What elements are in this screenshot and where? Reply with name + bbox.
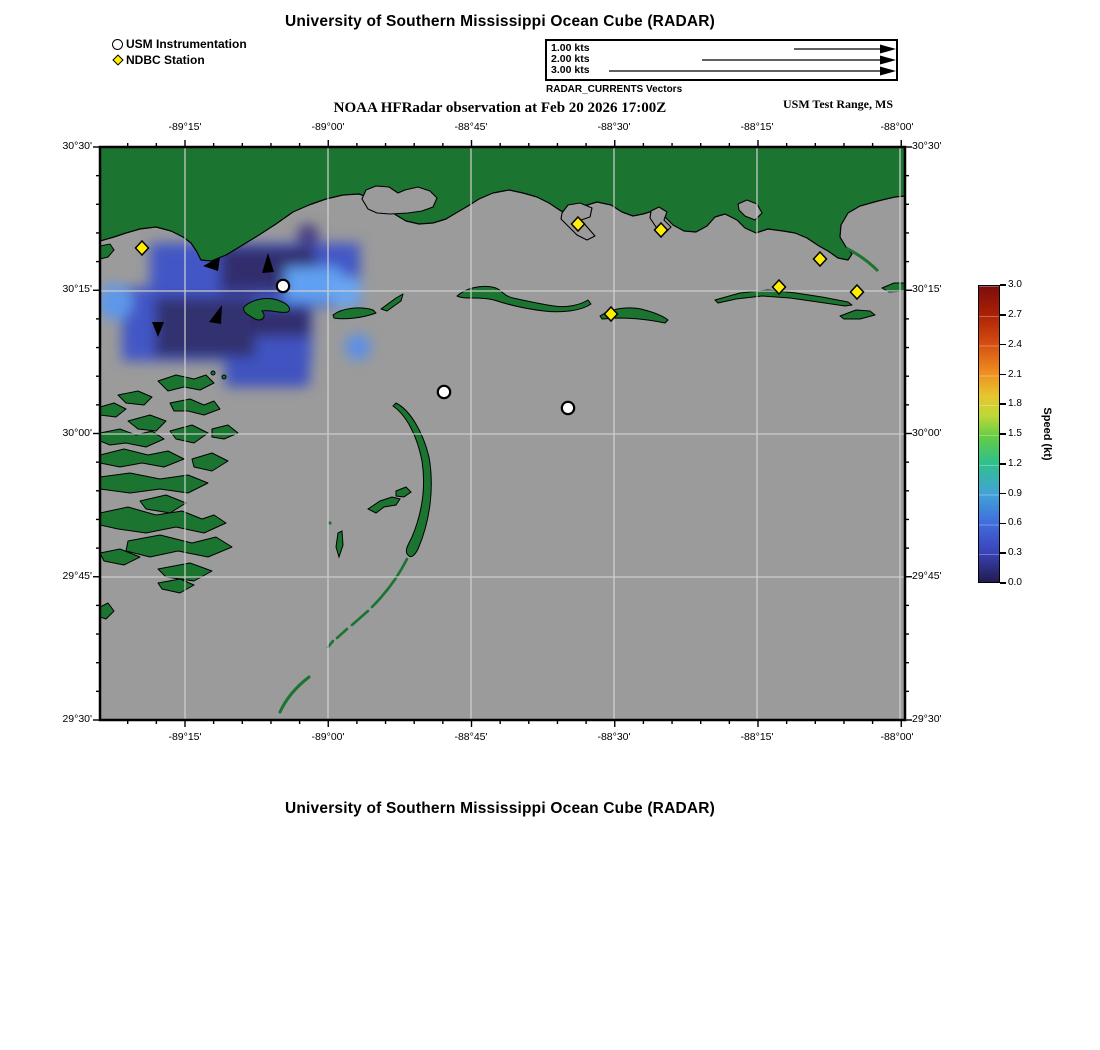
lat-tick-label: 30°30' (62, 140, 92, 152)
colorbar-tick-label: 1.5 (1008, 428, 1022, 439)
colorbar-tick-label: 2.4 (1008, 339, 1022, 350)
colorbar-tick (1000, 582, 1006, 584)
lat-tick-label: 29°30' (62, 713, 92, 725)
colorbar-tick (1000, 314, 1006, 316)
vector-scale-arrows (547, 41, 896, 79)
lon-tick-label: -88°15' (740, 731, 774, 743)
lon-tick-label: -89°00' (311, 121, 345, 133)
colorbar-tick-label: 0.0 (1008, 577, 1022, 588)
lon-tick-label: -88°00' (880, 121, 914, 133)
colorbar-tick (1000, 463, 1006, 465)
lat-tick-label: 30°15' (912, 283, 942, 295)
lon-tick-label: -88°15' (740, 121, 774, 133)
page-title: University of Southern Mississippi Ocean Cube (RADAR) (284, 13, 716, 30)
test-range-label: USM Test Range, MS (782, 97, 893, 111)
legend-ndbc-label: NDBC Station (126, 53, 205, 67)
lon-tick-label: -88°45' (454, 121, 488, 133)
colorbar-tick-label: 1.2 (1008, 458, 1022, 469)
lon-tick-label: -88°00' (880, 731, 914, 743)
colorbar-tick-label: 0.6 (1008, 517, 1022, 528)
speed-colorbar (978, 285, 1000, 583)
lat-tick-label: 30°00' (62, 427, 92, 439)
vector-scale-2kt-label: 2.00 kts (551, 53, 590, 65)
footer-title: University of Southern Mississippi Ocean Cube (RADAR) (284, 800, 716, 817)
colorbar-tick (1000, 284, 1006, 286)
lat-tick-label: 30°15' (62, 283, 92, 295)
colorbar-axis-label: Speed (kt) (1041, 407, 1053, 461)
colorbar-tick-label: 3.0 (1008, 279, 1022, 290)
vector-scale-3kt-label: 3.00 kts (551, 64, 590, 76)
colorbar-tick-label: 1.8 (1008, 398, 1022, 409)
arrow-3kt-icon (880, 67, 896, 76)
legend-usm-label: USM Instrumentation (126, 37, 247, 51)
colorbar-tick-label: 2.7 (1008, 309, 1022, 320)
colorbar-tick-label: 2.1 (1008, 369, 1022, 380)
lat-tick-label: 30°00' (912, 427, 942, 439)
map-canvas (88, 135, 917, 732)
arrow-2kt-icon (880, 56, 896, 65)
lon-tick-label: -89°00' (311, 731, 345, 743)
vector-scale-caption: RADAR_CURRENTS Vectors (546, 84, 683, 95)
colorbar-tick (1000, 493, 1006, 495)
lon-tick-label: -89°15' (168, 121, 202, 133)
lon-tick-label: -88°30' (597, 121, 631, 133)
usm-instrumentation-icon (112, 39, 123, 50)
arrow-1kt-icon (880, 45, 896, 54)
colorbar-tick-label: 0.9 (1008, 488, 1022, 499)
colorbar-tick (1000, 433, 1006, 435)
lat-tick-label: 29°45' (912, 570, 942, 582)
vector-scale-1kt-label: 1.00 kts (551, 42, 590, 54)
lat-tick-label: 30°30' (912, 140, 942, 152)
lon-tick-label: -88°45' (454, 731, 488, 743)
colorbar-tick-label: 0.3 (1008, 547, 1022, 558)
colorbar-tick (1000, 552, 1006, 554)
usm-instrument-marker (562, 402, 574, 414)
usm-instrument-marker (438, 386, 450, 398)
lon-tick-label: -88°30' (597, 731, 631, 743)
usm-instrument-marker (277, 280, 289, 292)
colorbar-tick (1000, 523, 1006, 525)
lat-tick-label: 29°30' (912, 713, 942, 725)
colorbar-tick (1000, 403, 1006, 405)
lat-tick-label: 29°45' (62, 570, 92, 582)
colorbar-tick (1000, 374, 1006, 376)
observation-subtitle: NOAA HFRadar observation at Feb 20 2026 17:00Z (333, 100, 667, 116)
colorbar-tick (1000, 344, 1006, 346)
vector-scale-box (545, 39, 898, 81)
ndbc-station-icon (112, 54, 123, 65)
lon-tick-label: -89°15' (168, 731, 202, 743)
